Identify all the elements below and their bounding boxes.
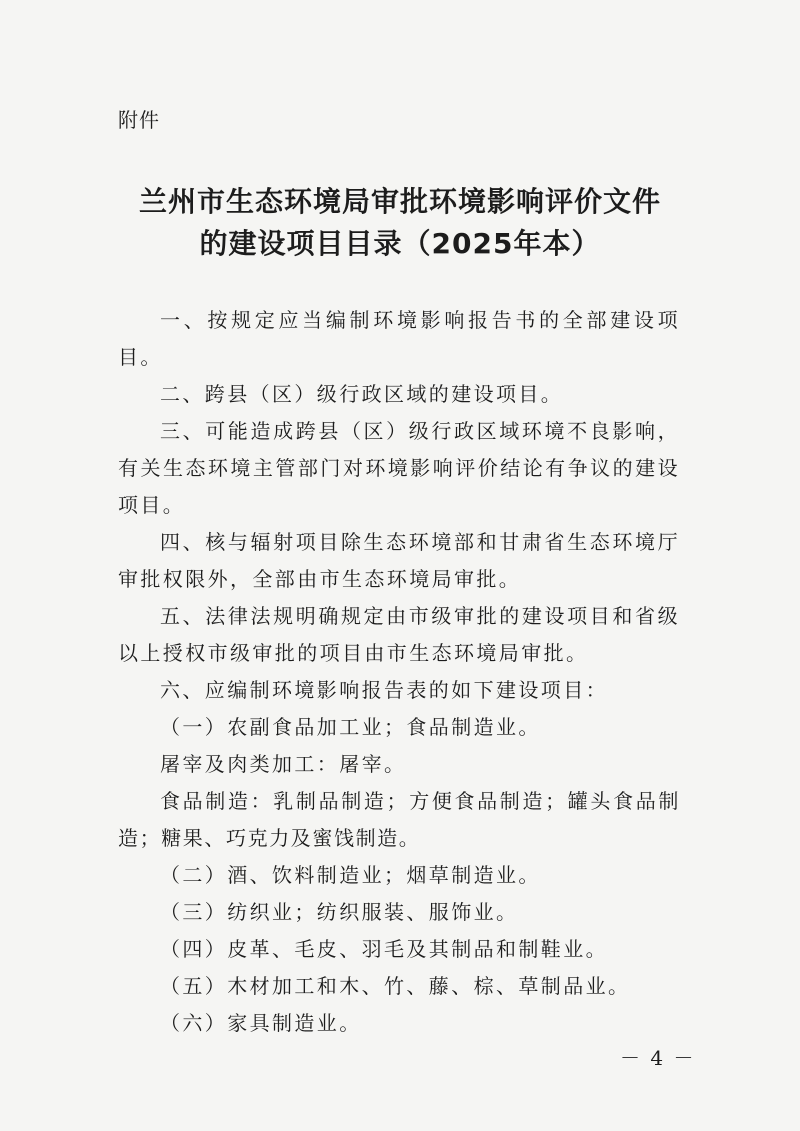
subsection-4: （四）皮革、毛皮、羽毛及其制品和制鞋业。 xyxy=(160,937,608,961)
paragraph-item-5: 五、法律法规明确规定由市级审批的建设项目和省级以上授权市级审批的项目由市生态环境局审批。 xyxy=(118,604,680,665)
paragraph-item-3: 三、可能造成跨县（区）级行政区域环境不良影响，有关生态环境主管部门对环境影响评价结论有争议的建设项目。 xyxy=(118,419,680,517)
page-number: － 4 － xyxy=(620,1046,696,1070)
subsection-6: （六）家具制造业。 xyxy=(160,1011,362,1035)
document-title-line-2: 的建设项目目录（2025年本） xyxy=(199,227,601,260)
subsection-1: （一）农副食品加工业；食品制造业。 xyxy=(160,715,541,739)
subsection-3: （三）纺织业；纺织服装、服饰业。 xyxy=(160,900,519,924)
document-body xyxy=(118,302,680,1042)
subsection-5: （五）木材加工和木、竹、藤、棕、草制品业。 xyxy=(160,974,631,998)
attachment-label: 附件 xyxy=(118,108,160,132)
subsection-2: （二）酒、饮料制造业；烟草制造业。 xyxy=(160,863,541,887)
subsection-1-detail-food: 食品制造：乳制品制造；方便食品制造；罐头食品制造；糖果、巧克力及蜜饯制造。 xyxy=(118,789,680,850)
paragraph-item-6: 六、应编制环境影响报告表的如下建设项目： xyxy=(160,678,608,702)
paragraph-item-2: 二、跨县（区）级行政区域的建设项目。 xyxy=(160,382,564,406)
paragraph-item-1: 一、按规定应当编制环境影响报告书的全部建设项目。 xyxy=(118,308,680,369)
document-title-line-1: 兰州市生态环境局审批环境影响评价文件 xyxy=(138,185,661,218)
paragraph-item-4: 四、核与辐射项目除生态环境部和甘肃省生态环境厅审批权限外，全部由市生态环境局审批。 xyxy=(118,530,680,591)
subsection-1-detail-slaughter: 屠宰及肉类加工：屠宰。 xyxy=(160,752,407,776)
